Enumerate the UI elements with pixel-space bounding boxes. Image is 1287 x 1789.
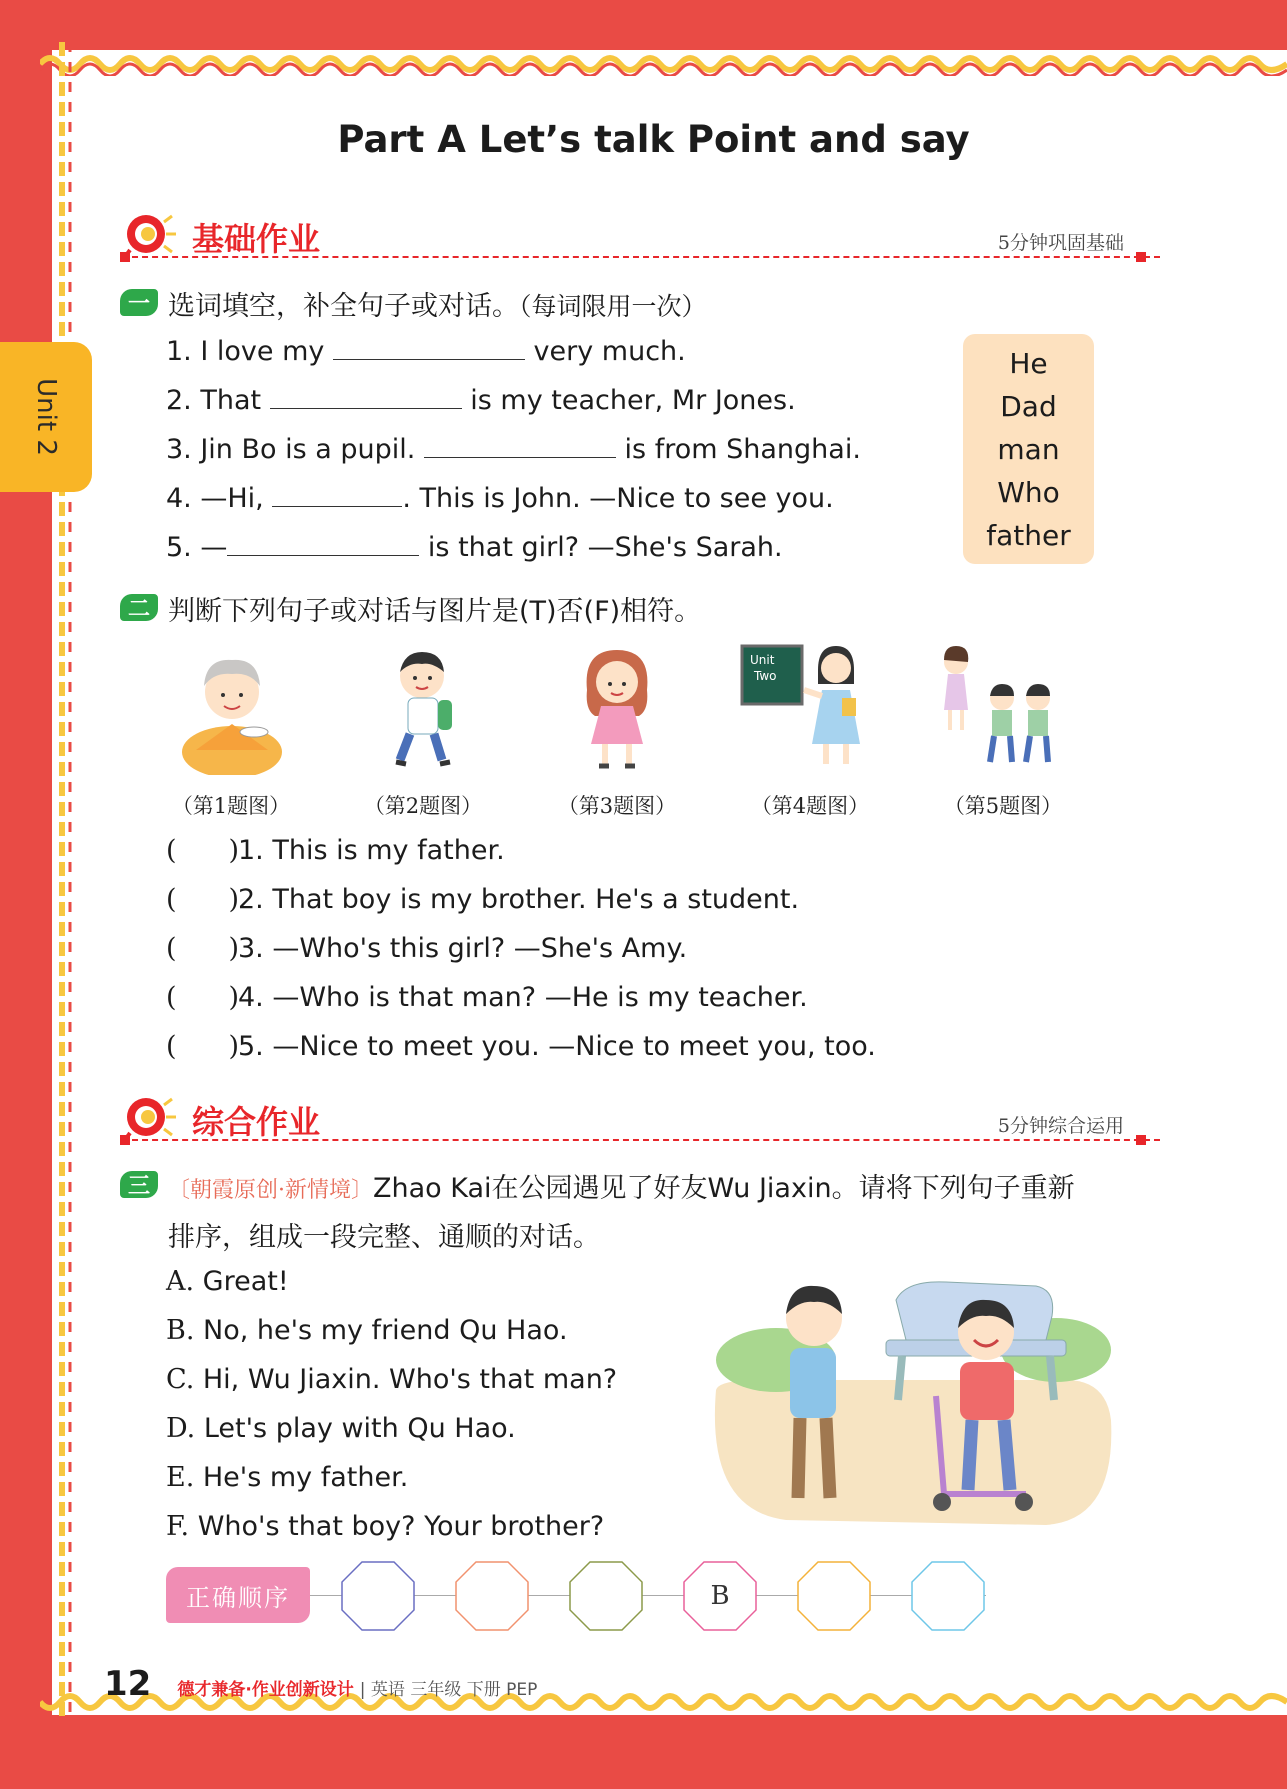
word-bank-item: father	[986, 519, 1071, 552]
order-slot-6[interactable]	[910, 1560, 986, 1632]
tf-item-text: 1. This is my father.	[238, 835, 505, 866]
word-bank-item: He	[1009, 347, 1048, 380]
tf-item-text: 4. —Who is that man? —He is my teacher.	[238, 982, 808, 1013]
divider-dot	[1136, 252, 1146, 262]
line-text: 1. I love my	[166, 336, 333, 367]
picture-caption-5: （第5题图）	[943, 794, 1063, 818]
picture-caption-2: （第2题图）	[363, 794, 483, 818]
answer-blank[interactable]	[227, 530, 419, 556]
section-basic-header	[120, 210, 1160, 260]
fill-line-2	[166, 383, 796, 416]
question-instruction	[168, 1166, 1075, 1205]
order-slot-5[interactable]	[796, 1560, 872, 1632]
question-instruction	[168, 284, 707, 323]
picture-caption-4: （第4题图）	[750, 794, 870, 818]
word-bank-item: man	[997, 433, 1060, 466]
order-slot-1[interactable]	[340, 1560, 416, 1632]
line-text: very much.	[524, 336, 686, 367]
instruction-text: Zhao Kai在公园遇见了好友Wu Jiaxin。请将下列句子重新	[373, 1173, 1075, 1204]
picture-caption-3: （第3题图）	[557, 794, 677, 818]
order-slot-2[interactable]	[454, 1560, 530, 1632]
answer-blank[interactable]	[272, 481, 402, 507]
answer-blank[interactable]	[270, 383, 462, 409]
line-text: 3. Jin Bo is a pupil.	[166, 434, 424, 465]
option-b: B. No, he's my friend Qu Hao.	[166, 1315, 568, 1346]
section-title: 基础作业	[192, 220, 321, 258]
tf-item-text: 2. That boy is my brother. He's a student.	[238, 884, 800, 915]
question-instruction-line2: 排序，组成一段完整、通顺的对话。	[168, 1222, 600, 1253]
instruction-text: 选词填空，补全句子或对话。	[168, 291, 519, 322]
section-note: 5分钟巩固基础	[997, 232, 1124, 254]
section-title: 综合作业	[192, 1103, 321, 1141]
order-slot-4[interactable]: B	[682, 1560, 758, 1632]
fill-line-5	[166, 530, 783, 563]
board-text-two: Two	[754, 669, 777, 683]
option-c: C. Hi, Wu Jiaxin. Who's that man?	[166, 1364, 618, 1395]
answer-blank[interactable]	[333, 334, 525, 360]
picture-girl	[553, 640, 683, 775]
line-text: 2. That	[166, 385, 270, 416]
tf-item-3	[166, 933, 687, 964]
divider-dot	[1136, 1135, 1146, 1145]
tf-item-5	[166, 1031, 876, 1062]
answer-blank[interactable]	[424, 432, 616, 458]
question-number-badge: 二	[120, 594, 158, 621]
tf-item-text: 3. —Who's this girl? —She's Amy.	[238, 933, 688, 964]
answer-paren[interactable]: ( )	[166, 982, 240, 1013]
instruction-note: （每词限用一次）	[519, 292, 707, 321]
picture-girl-and-twin-boys	[932, 640, 1062, 775]
section-note: 5分钟综合运用	[997, 1115, 1124, 1137]
order-slot-3[interactable]	[568, 1560, 644, 1632]
question-instruction: 判断下列句子或对话与图片是(T)否(F)相符。	[168, 596, 702, 627]
picture-teacher-at-board	[740, 640, 870, 775]
page-number: 12	[104, 1664, 152, 1704]
picture-grandmother	[166, 640, 296, 775]
option-d: D. Let's play with Qu Hao.	[166, 1413, 516, 1444]
answer-paren[interactable]: ( )	[166, 1031, 240, 1062]
left-wave-border	[40, 42, 80, 1722]
line-text: 4. —Hi,	[166, 483, 273, 514]
footer-brand: 德才兼备·作业创新设计	[177, 1680, 354, 1700]
page-title: Part A Let’s talk Point and say	[337, 118, 970, 161]
answer-paren[interactable]: ( )	[166, 933, 240, 964]
park-scene-illustration	[706, 1270, 1116, 1535]
question-number-badge: 一	[120, 289, 158, 316]
picture-boy	[360, 640, 490, 775]
line-text: is that girl? —She's Sarah.	[419, 532, 783, 563]
question-number-badge: 三	[120, 1171, 158, 1198]
option-f: F. Who's that boy? Your brother?	[166, 1511, 605, 1542]
question-tag: 〔朝霞原创·新情境〕	[168, 1178, 373, 1203]
word-bank-item: Who	[997, 476, 1060, 509]
fill-line-1	[166, 334, 686, 367]
option-a: A. Great!	[166, 1266, 289, 1297]
picture-caption-1: （第1题图）	[171, 794, 291, 818]
dashed-divider	[122, 1139, 1160, 1141]
footer-subject: | 英语 三年级 下册 PEP	[359, 1680, 538, 1700]
answer-paren[interactable]: ( )	[166, 835, 240, 866]
page-footer	[104, 1664, 537, 1704]
line-text: is from Shanghai.	[615, 434, 861, 465]
word-bank-item: Dad	[1000, 390, 1057, 423]
line-text: . This is John. —Nice to see you.	[402, 483, 834, 514]
order-label: 正确顺序	[166, 1567, 310, 1623]
tf-item-4	[166, 982, 808, 1013]
line-text: is my teacher, Mr Jones.	[461, 385, 796, 416]
dashed-divider	[122, 256, 1160, 258]
option-e: E. He's my father.	[166, 1462, 409, 1493]
tf-item-text: 5. —Nice to meet you. —Nice to meet you, too.	[238, 1031, 876, 1062]
section-comprehensive-header	[120, 1093, 1160, 1143]
fill-line-3	[166, 432, 861, 465]
fill-line-4	[166, 481, 834, 514]
top-wave-border	[40, 42, 1287, 76]
word-bank	[963, 334, 1094, 564]
unit-tab-label: Unit 2	[30, 378, 61, 456]
answer-paren[interactable]: ( )	[166, 884, 240, 915]
unit-tab	[0, 342, 92, 492]
tf-item-1	[166, 835, 505, 866]
line-text: 5. —	[166, 532, 228, 563]
board-text-unit: Unit	[750, 653, 775, 667]
tf-item-2	[166, 884, 799, 915]
